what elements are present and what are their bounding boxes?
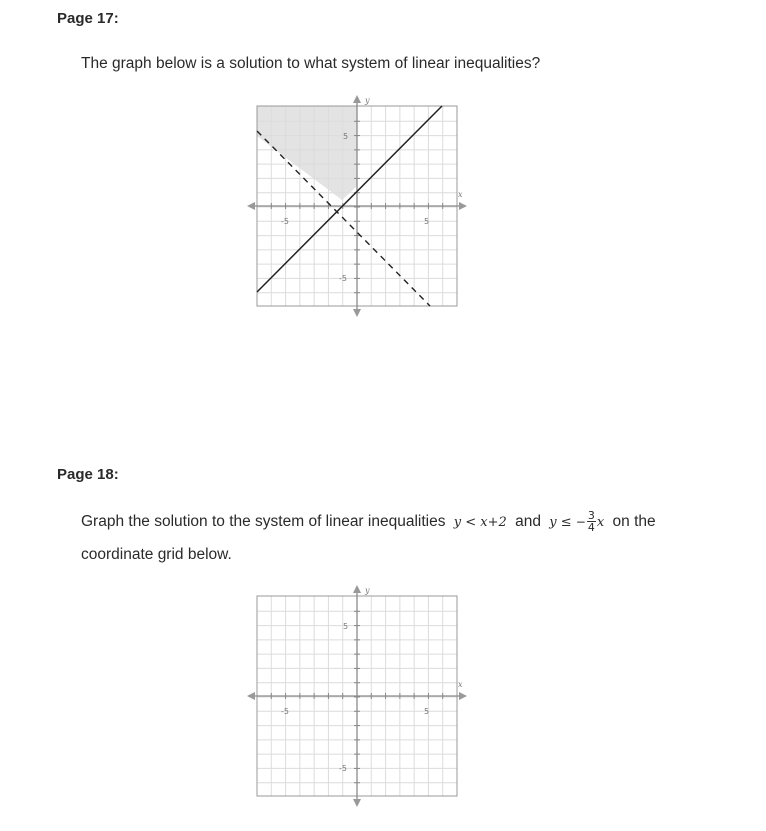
fraction-denominator: 4: [587, 521, 595, 535]
fraction-three-quarters: [587, 510, 596, 533]
shaded-solution-region: [257, 106, 357, 200]
tick-label-x-5: 5: [424, 217, 430, 226]
tick-label-y-neg5: -5: [339, 274, 347, 283]
tick-label-y-5: 5: [343, 132, 349, 141]
question-prefix: Graph the solution to the system of linear inequalities: [81, 513, 446, 530]
page-18-question: [81, 506, 721, 571]
inequality-2-prefix: y ≤: [549, 515, 576, 530]
page-17-graph: [243, 93, 471, 323]
x-axis-label: x: [458, 190, 463, 199]
tick-label-x-neg5: -5: [281, 707, 289, 716]
x-axis-right-arrow: [459, 692, 467, 700]
tick-label-y-neg5: -5: [339, 764, 347, 773]
tick-label-x-5: 5: [424, 707, 430, 716]
y-axis-up-arrow: [353, 95, 361, 103]
x-axis-left-arrow: [247, 202, 255, 210]
question-line-2: coordinate grid below.: [81, 546, 232, 563]
y-axis-label: y: [365, 96, 370, 105]
y-axis-down-arrow: [353, 799, 361, 807]
y-axis-label: y: [365, 586, 370, 595]
inequality-2-minus: −: [575, 515, 586, 529]
tick-label-y-5: 5: [343, 622, 349, 631]
x-axis-right-arrow: [459, 202, 467, 210]
page-18-label: Page 18:: [57, 466, 119, 483]
page-17-question: The graph below is a solution to what system of linear inequalities?: [81, 55, 541, 72]
x-axis-label: x: [458, 680, 463, 689]
question-suffix: on the: [612, 513, 656, 530]
inequality-1: y < x+2: [453, 515, 507, 530]
y-axis-down-arrow: [353, 309, 361, 317]
tick-label-x-neg5: -5: [281, 217, 289, 226]
x-axis-left-arrow: [247, 692, 255, 700]
page-17-label: Page 17:: [57, 10, 119, 27]
y-axis-up-arrow: [353, 585, 361, 593]
page-18-graph[interactable]: [243, 583, 471, 813]
fraction-numerator: 3: [587, 509, 595, 523]
inequality-2-var: x: [596, 515, 605, 530]
and-word: and: [515, 513, 541, 530]
